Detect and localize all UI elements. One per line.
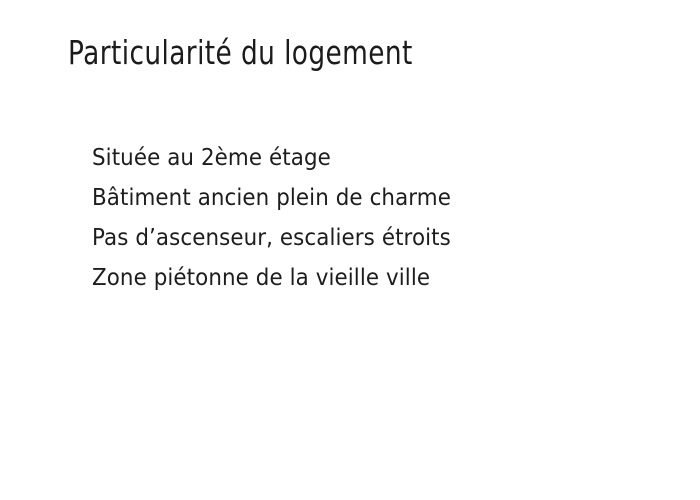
page-title: Particularité du logement: [68, 33, 413, 72]
bullet-list: [92, 138, 478, 298]
list-item: Bâtiment ancien plein de charme: [92, 185, 451, 211]
list-item: Pas d’ascenseur, escaliers étroits: [92, 225, 451, 251]
list-item: Située au 2ème étage: [92, 145, 331, 171]
list-item: Zone piétonne de la vieille ville: [92, 265, 431, 291]
